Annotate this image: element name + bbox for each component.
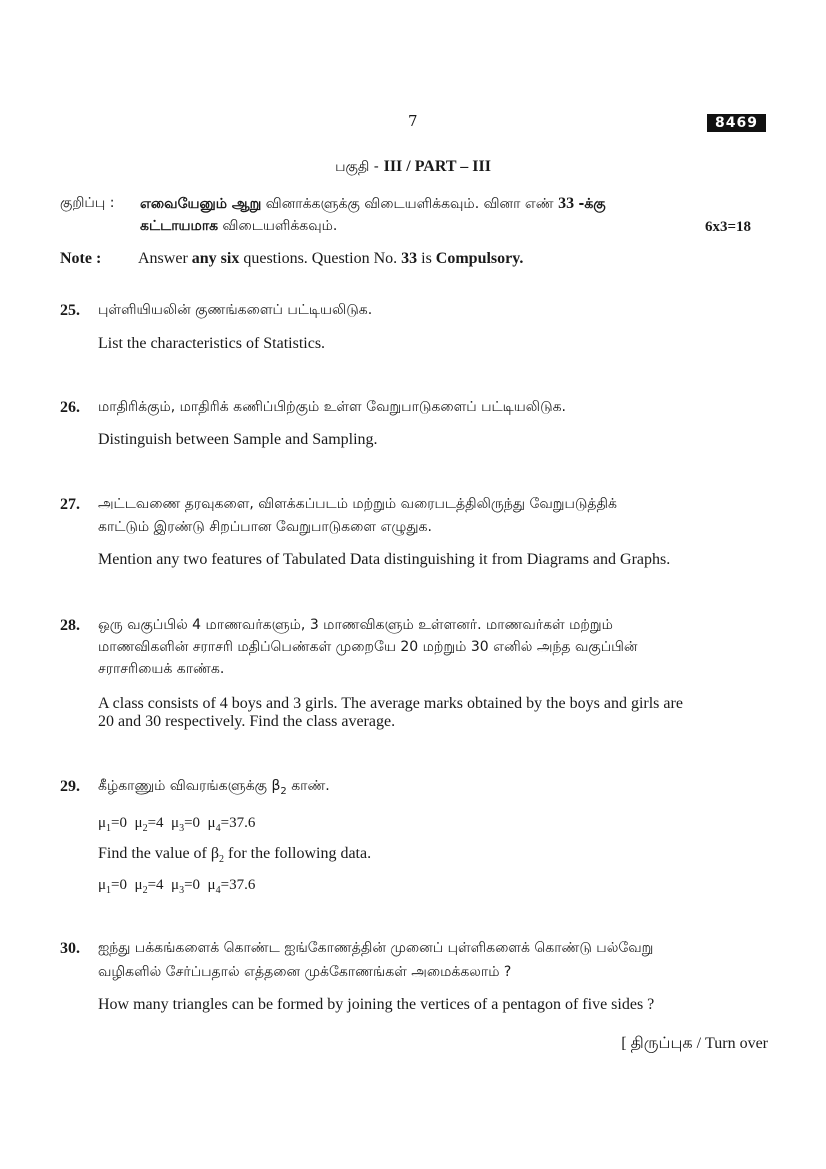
question-english: Mention any two features of Tabulated Data distinguishing it from Diagrams and Graphs. [98, 551, 671, 568]
question-tamil: ஐந்து பக்கங்களைக் கொண்ட ஐங்கோணத்தின் முனைப் புள்ளிகளைக் கொண்டு பல்வேறு [98, 940, 654, 956]
mu-sub: 2 [142, 823, 148, 834]
note-tamil-bold2: கட்டாயமாக [140, 218, 219, 234]
question-tamil [98, 778, 330, 797]
note-tamil-text2: விடையளிக்கவும். [222, 218, 338, 234]
turn-over-footer: [ திருப்புக / Turn over [621, 1035, 768, 1052]
mu-value: 0 [192, 815, 201, 831]
note-tamil-label: குறிப்பு : [60, 195, 115, 211]
note-tamil-line2 [140, 218, 337, 236]
note-english-bold2: Compulsory. [435, 250, 524, 267]
mu-sub: 3 [179, 885, 185, 896]
note-english-num: 33 [401, 250, 418, 267]
part-heading-english: III / PART – III [383, 158, 491, 175]
question-tamil: சராசரியைக் காண்க. [98, 661, 225, 677]
mu-value: 37.6 [229, 815, 256, 831]
question-tamil: மாணவிகளின் சராசரி மதிப்பெண்கள் முறையே 20 மற்றும் 30 எனில் அந்த வகுப்பின் [98, 639, 638, 655]
q29-english-post: for the following data. [224, 845, 372, 862]
question-number: 30. [60, 940, 80, 957]
mu-sub: 1 [106, 823, 112, 834]
part-heading-tamil: பகுதி - [335, 159, 379, 175]
question-tamil: காட்டும் இரண்டு சிறப்பான வேறுபாடுகளை எழுதுக. [98, 519, 432, 535]
note-tamil-line1 [140, 195, 606, 214]
q29-english-sub: 2 [219, 854, 225, 866]
mu-value: 0 [192, 877, 201, 893]
note-english-label: Note : [60, 250, 102, 267]
mu-value: 0 [119, 877, 128, 893]
question-english: 20 and 30 respectively. Find the class average. [98, 713, 396, 730]
question-english: A class consists of 4 boys and 3 girls. The average marks obtained by the boys and girls are [98, 695, 683, 712]
mu-sub: 2 [142, 885, 148, 896]
mu-value: 4 [156, 815, 164, 831]
question-english: How many triangles can be formed by joining the vertices of a pentagon of five sides ? [98, 996, 655, 1013]
question-tamil: புள்ளியியலின் குணங்களைப் பட்டியலிடுக. [98, 302, 373, 318]
note-tamil-num: 33 [558, 195, 575, 212]
note-english-bold1: any six [191, 250, 240, 267]
question-english [98, 845, 371, 865]
note-english-text3: is [421, 250, 432, 267]
mu-sub: 4 [215, 823, 221, 834]
q29-tamil-pre: கீழ்காணும் விவரங்களுக்கு β [98, 778, 281, 794]
part-heading [0, 157, 826, 177]
q29-tamil-sub: 2 [280, 785, 287, 797]
mu-value: 4 [156, 877, 164, 893]
mu-value: 37.6 [229, 877, 256, 893]
note-english-text2: questions. Question No. [243, 250, 398, 267]
question-tamil: அட்டவணை தரவுகளை, விளக்கப்படம் மற்றும் வரைபடத்திலிருந்து வேறுபடுத்திக் [98, 496, 617, 512]
question-number: 25. [60, 302, 80, 319]
mu-sub: 1 [106, 885, 112, 896]
note-english-text [138, 250, 523, 268]
note-tamil-text1: வினாக்களுக்கு விடையளிக்கவும். வினா எண் [265, 196, 554, 212]
question-number: 29. [60, 778, 80, 795]
mu-sub: 3 [179, 823, 185, 834]
note-tamil-bold1: எவையேனும் ஆறு [140, 196, 262, 212]
mu-sub: 4 [215, 885, 221, 896]
q29-tamil-post: காண். [286, 778, 330, 794]
note-english-text1: Answer [138, 250, 188, 267]
note-tamil-suffix: -க்கு [578, 196, 606, 212]
question-tamil: மாதிரிக்கும், மாதிரிக் கணிப்பிற்கும் உள்ள வேறுபாடுகளைப் பட்டியலிடுக. [98, 399, 566, 415]
mu-value: 0 [119, 815, 128, 831]
question-english: Distinguish between Sample and Sampling. [98, 431, 378, 448]
moments-formula: $\mu_1=0$ $\mu_2=4$ $\mu_3=0$ $\mu_4=37.6$ [98, 815, 256, 834]
question-english: List the characteristics of Statistics. [98, 335, 326, 352]
question-tamil: வழிகளில் சேர்ப்பதால் எத்தனை முக்கோணங்கள் அமைக்கலாம் ? [98, 964, 512, 980]
marks-label: 6x3=18 [705, 219, 752, 235]
moments-formula: $\mu_1=0$ $\mu_2=4$ $\mu_3=0$ $\mu_4=37.6$ [98, 877, 256, 896]
question-number: 28. [60, 617, 80, 634]
page-number: 7 [408, 112, 418, 130]
q29-english-pre: Find the value of β [98, 845, 220, 862]
question-number: 27. [60, 496, 80, 513]
question-tamil: ஒரு வகுப்பில் 4 மாணவர்களும், 3 மாணவிகளும் உள்ளனர். மாணவர்கள் மற்றும் [98, 617, 613, 633]
question-number: 26. [60, 399, 80, 416]
paper-code-badge: 8469 [707, 114, 766, 132]
